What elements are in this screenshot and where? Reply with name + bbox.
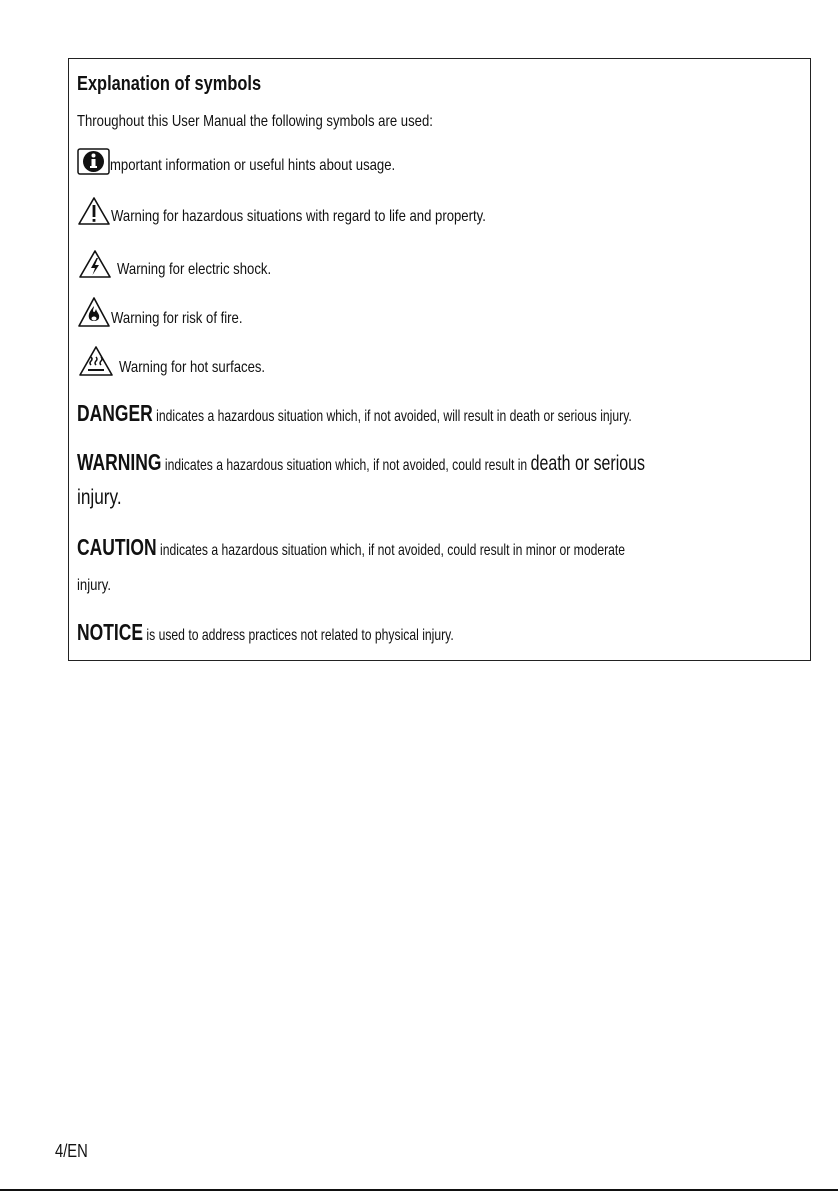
symbol-row-info <box>77 148 458 175</box>
signal-notice: NOTICE is used to address practices not related to physical injury. <box>77 619 454 645</box>
info-icon <box>77 148 110 175</box>
signal-word-danger: DANGER <box>77 400 153 426</box>
intro-text: Throughout this User Manual the following symbols are used: <box>77 113 433 130</box>
symbol-row-fire <box>77 296 271 328</box>
symbol-label-warning: Warning for hazardous situations with regard to life and property. <box>111 208 486 225</box>
symbol-row-hot-surface <box>77 345 297 377</box>
signal-word-notice: NOTICE <box>77 619 144 645</box>
signal-danger: DANGER indicates a hazardous situation which, if not avoided, will result in death or serious injury. <box>77 400 632 426</box>
symbol-label-info: mportant information or useful hints about usage. <box>110 157 396 174</box>
signal-caution: CAUTION indicates a hazardous situation which, if not avoided, could result in minor or moderate <box>77 534 626 560</box>
signal-warning: WARNING indicates a hazardous situation which, if not avoided, could result in death or serious <box>77 449 646 475</box>
page-number: 4/EN <box>55 1141 88 1161</box>
signal-caution-line2: injury. <box>77 577 112 594</box>
warning-icon <box>77 196 111 226</box>
electric-shock-icon <box>77 249 113 279</box>
symbol-label-fire: Warning for risk of fire. <box>111 310 243 327</box>
symbols-explanation-box <box>68 58 811 661</box>
symbol-label-hot-surface: Warning for hot surfaces. <box>119 359 266 376</box>
signal-word-warning: WARNING <box>77 449 162 475</box>
symbol-label-electric: Warning for electric shock. <box>117 261 272 278</box>
signal-word-caution: CAUTION <box>77 534 157 560</box>
symbol-row-electric <box>77 249 305 279</box>
symbol-row-warning <box>77 196 568 226</box>
section-heading: Explanation of symbols <box>77 73 262 95</box>
signal-warning-line2: injury. <box>77 486 122 509</box>
fire-icon <box>77 296 111 328</box>
hot-surface-icon <box>77 345 115 377</box>
